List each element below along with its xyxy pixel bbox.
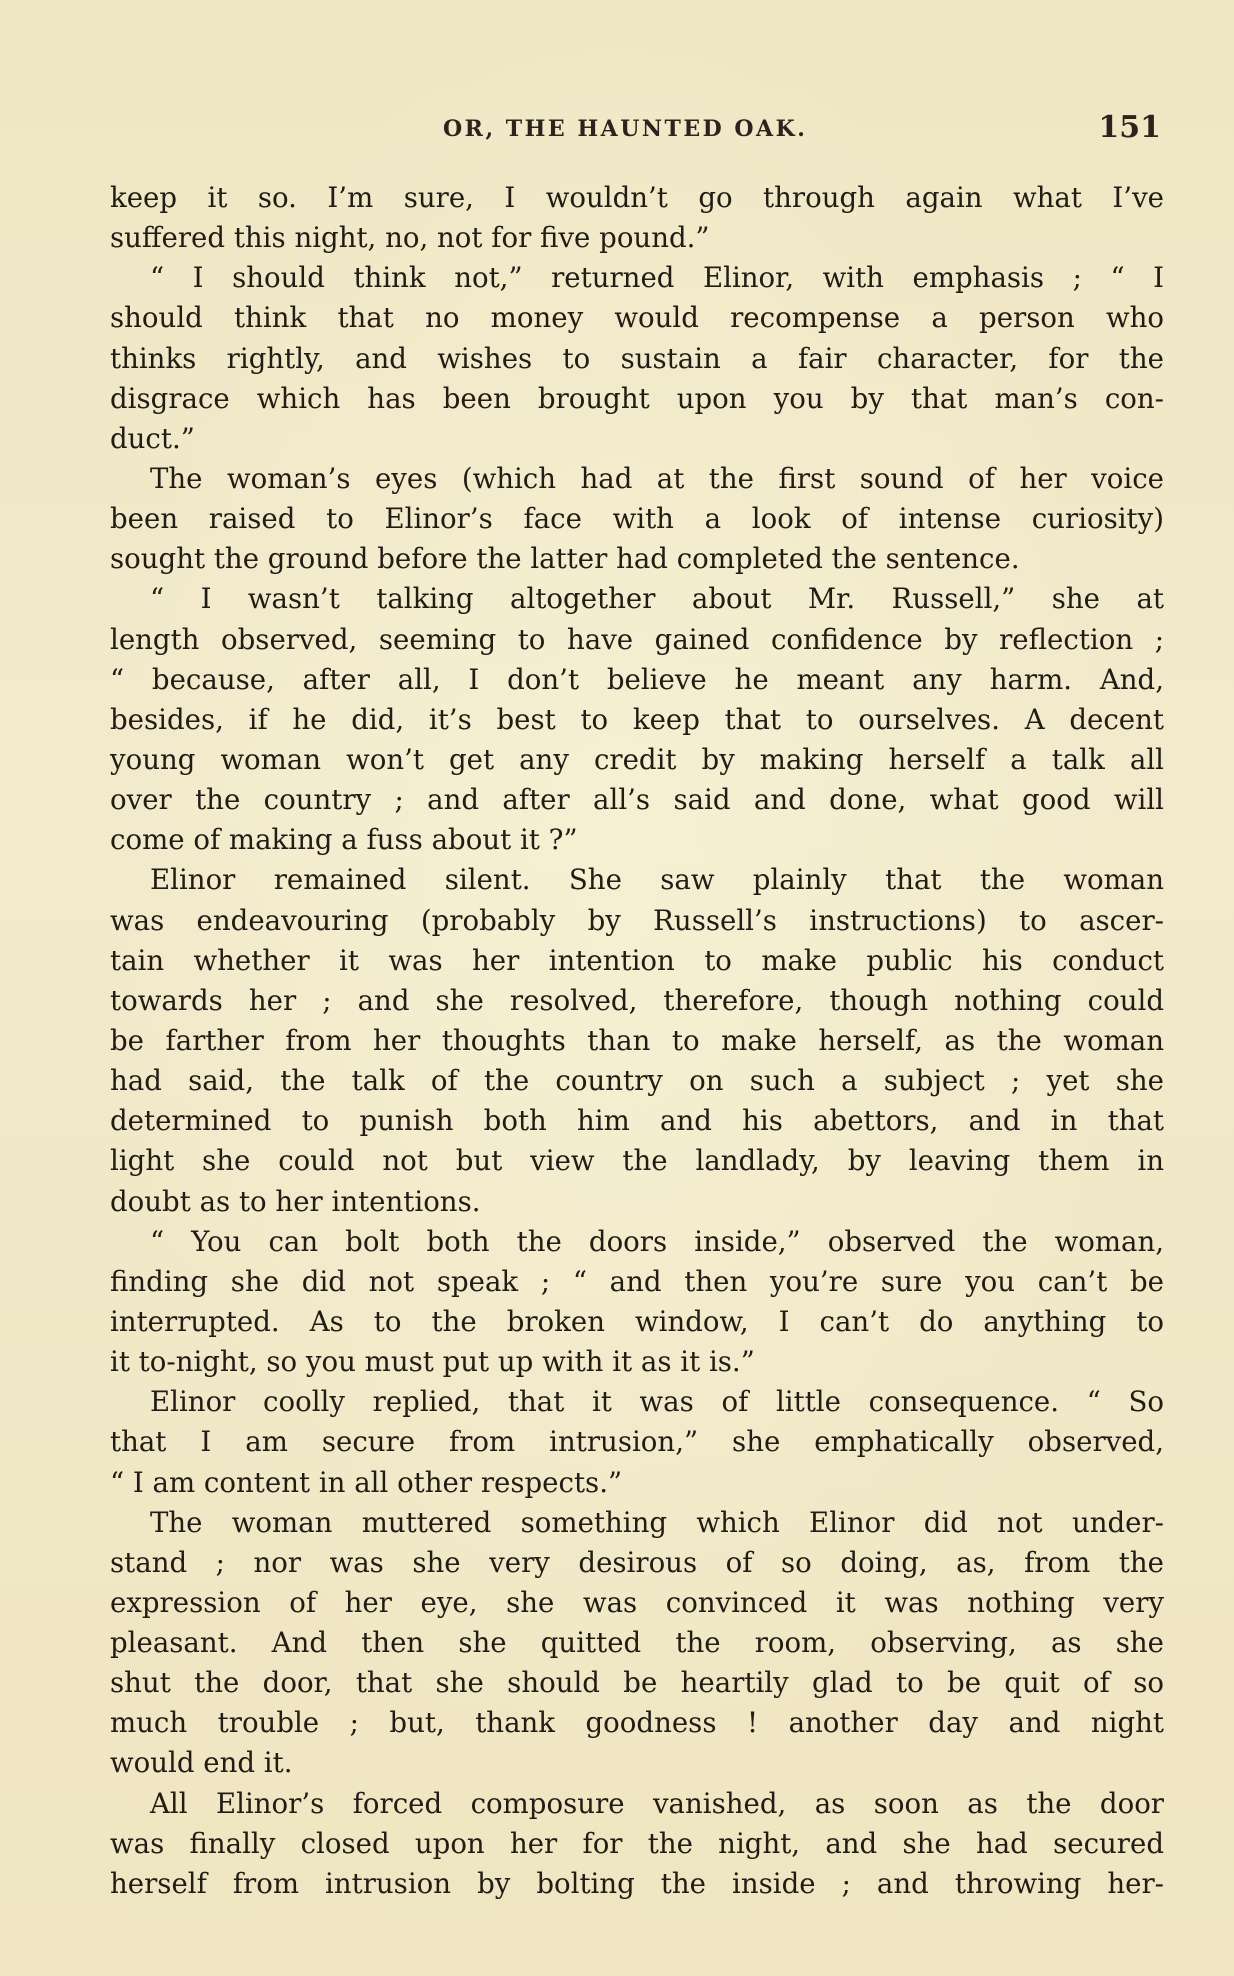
text-line: be farther from her thoughts than to make herself, as the woman — [110, 1023, 1164, 1057]
text-line: The woman muttered something which Elinor did not under- — [150, 1505, 1164, 1539]
text-line: Elinor coolly replied, that it was of little consequence. “ So — [150, 1385, 1164, 1419]
text-line: length observed, seeming to have gained confidence by reflection ; — [110, 622, 1164, 656]
text-line: keep it so. I’m sure, I wouldn’t go through again what I’ve — [110, 181, 1164, 214]
text-line: young woman won’t get any credit by making herself a talk all — [110, 742, 1164, 776]
text-line: light she could not but view the landlady, by leaving them in — [110, 1144, 1164, 1178]
text-line: that I am secure from intrusion,” she emphatically observed, — [110, 1425, 1164, 1459]
text-line: herself from intrusion by bolting the inside ; and throwing her- — [110, 1866, 1164, 1900]
text-line: thinks rightly, and wishes to sustain a fair character, for the — [110, 341, 1164, 375]
text-line: Elinor remained silent. She saw plainly that the woman — [150, 863, 1164, 897]
text-line: “ I am content in all other respects.” — [110, 1465, 623, 1499]
text-line: shut the door, that she should be heartily glad to be quit of so — [110, 1666, 1164, 1700]
text-line: much trouble ; but, thank goodness ! another day and night — [110, 1706, 1164, 1740]
text-line: “ I wasn’t talking altogether about Mr. Russell,” she at — [150, 582, 1164, 616]
text-line: The woman’s eyes (which had at the first sound of her voice — [150, 461, 1164, 495]
text-line: “ I should think not,” returned Elinor, with emphasis ; “ I — [150, 261, 1164, 295]
text-line: All Elinor’s forced composure vanished, as soon as the door — [150, 1786, 1164, 1820]
text-line: should think that no money would recompense a person who — [110, 301, 1164, 335]
text-line: expression of her eye, she was convinced it was nothing very — [110, 1585, 1164, 1619]
text-line: doubt as to her intentions. — [110, 1184, 481, 1218]
text-line: it to-night, so you must put up with it as it is.” — [110, 1345, 755, 1379]
text-line: been raised to Elinor’s face with a look of intense curiosity) — [110, 502, 1164, 536]
text-line: finding she did not speak ; “ and then you’re sure you can’t be — [110, 1264, 1164, 1298]
text-line: disgrace which has been brought upon you by that man’s con- — [110, 381, 1164, 415]
text-line: towards her ; and she resolved, therefore, though nothing could — [110, 983, 1164, 1017]
text-line: interrupted. As to the broken window, I can’t do anything to — [110, 1304, 1164, 1338]
text-line: determined to punish both him and his abettors, and in that — [110, 1104, 1164, 1138]
text-line: was endeavouring (probably by Russell’s instructions) to ascer- — [110, 903, 1164, 937]
text-line: over the country ; and after all’s said and done, what good will — [110, 783, 1164, 817]
text-line: would end it. — [110, 1746, 293, 1780]
text-line: stand ; nor was she very desirous of so doing, as, from the — [110, 1545, 1164, 1579]
text-line: duct.” — [110, 421, 195, 455]
body-text — [110, 178, 1164, 1904]
text-line: come of making a fuss about it ?” — [110, 823, 578, 857]
text-line: “ because, after all, I don’t believe he meant any harm. And, — [110, 662, 1164, 696]
running-head: OR, THE HAUNTED OAK. — [443, 116, 808, 142]
text-line: had said, the talk of the country on such a subject ; yet she — [110, 1064, 1164, 1098]
text-line: tain whether it was her intention to make public his conduct — [110, 943, 1164, 977]
page-number: 151 — [1098, 110, 1161, 145]
text-line: sought the ground before the latter had completed the sentence. — [110, 542, 1020, 576]
text-line: was finally closed upon her for the night, and she had secured — [110, 1826, 1164, 1860]
text-line: pleasant. And then she quitted the room, observing, as she — [110, 1626, 1164, 1660]
text-line: “ You can bolt both the doors inside,” observed the woman, — [150, 1224, 1164, 1258]
text-line: besides, if he did, it’s best to keep that to ourselves. A decent — [110, 702, 1164, 736]
text-line: suffered this night, no, not for five pound.” — [110, 221, 710, 255]
page-header — [0, 110, 1234, 150]
